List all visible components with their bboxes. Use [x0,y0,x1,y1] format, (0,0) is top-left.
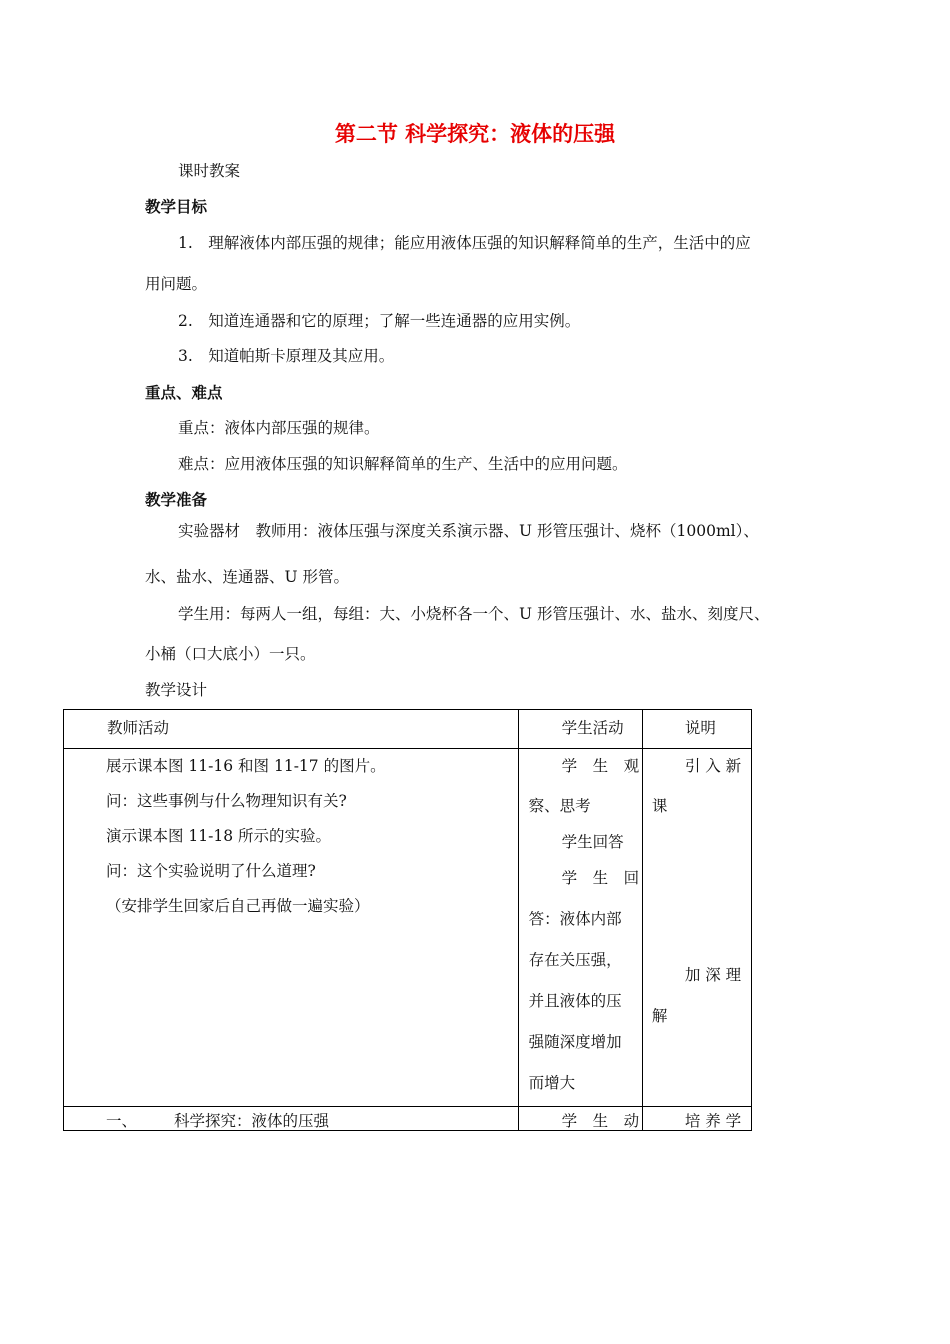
table-header-row [64,710,752,749]
student-line: 学 生 动 [561,1112,640,1130]
header-student-activity: 学生活动 [518,710,642,749]
objective-2: 2. 知道连通器和它的原理；了解一些连通器的应用实例。 [178,312,581,330]
prep-line-4: 小桶（口大底小）一只。 [145,645,316,663]
header-teacher-activity: 教师活动 [64,710,519,749]
prep-line-3: 学生用：每两人一组，每组：大、小烧杯各一个、U 形管压强计、水、盐水、刻度尺、 [178,605,770,623]
note-line: 培 养 学 [684,1112,742,1130]
key-point: 重点：液体内部压强的规律。 [178,419,380,437]
notes-cell [642,1107,751,1131]
student-line: 学 生 观 [561,757,640,775]
note-line: 加 深 理 [684,966,742,984]
student-line: 强随深度增加 [528,1033,622,1051]
note-line: 课 [651,797,668,815]
teacher-line: 问：这个实验说明了什么道理? [106,862,316,880]
prep-line-2: 水、盐水、连通器、U 形管。 [145,568,349,586]
teacher-line: 演示课本图 11-18 所示的实验。 [106,827,332,845]
keypoints-heading: 重点、难点 [145,384,223,402]
student-activity-cell [518,1107,642,1131]
objective-1-line-2: 用问题。 [145,275,208,293]
section-title: 科学探究：液体的压强 [174,1112,330,1130]
header-notes: 说明 [642,710,751,749]
document-title: 第二节 科学探究：液体的压强 [334,122,616,146]
student-line: 答：液体内部 [528,910,622,928]
teacher-activity-cell [64,749,519,1107]
lesson-type: 课时教案 [178,162,241,180]
note-line: 引 入 新 [684,757,742,775]
student-line: 而增大 [528,1074,576,1092]
student-line: 存在关压强， [528,951,622,969]
student-line: 察、思考 [528,797,591,815]
teacher-line: （安排学生回家后自己再做一遍实验） [106,897,370,915]
student-activity-cell [518,749,642,1107]
prep-line-1: 实验器材 教师用：液体压强与深度关系演示器、U 形管压强计、烧杯（1000ml）、 [178,522,759,540]
objective-3: 3. 知道帕斯卡原理及其应用。 [178,347,395,365]
table-row [64,1107,752,1131]
teacher-line: 展示课本图 11-16 和图 11-17 的图片。 [106,757,386,775]
teacher-line: 问：这些事例与什么物理知识有关? [106,792,347,810]
teacher-activity-cell [64,1107,519,1131]
prep-heading: 教学准备 [145,491,208,509]
difficult-point: 难点：应用液体压强的知识解释简单的生产、生活中的应用问题。 [178,455,628,473]
section-number: 一、 [106,1112,138,1130]
notes-cell [642,749,751,1107]
student-line: 学生回答 [561,833,624,851]
design-heading: 教学设计 [145,681,208,699]
table-row [64,749,752,1107]
objectives-heading: 教学目标 [145,198,208,216]
objective-1-line-1: 1. 理解液体内部压强的规律；能应用液体压强的知识解释简单的生产，生活中的应 [178,234,751,252]
student-line: 学 生 回 [561,869,640,887]
lesson-design-table [63,709,752,1131]
note-line: 解 [651,1007,668,1025]
student-line: 并且液体的压 [528,992,622,1010]
